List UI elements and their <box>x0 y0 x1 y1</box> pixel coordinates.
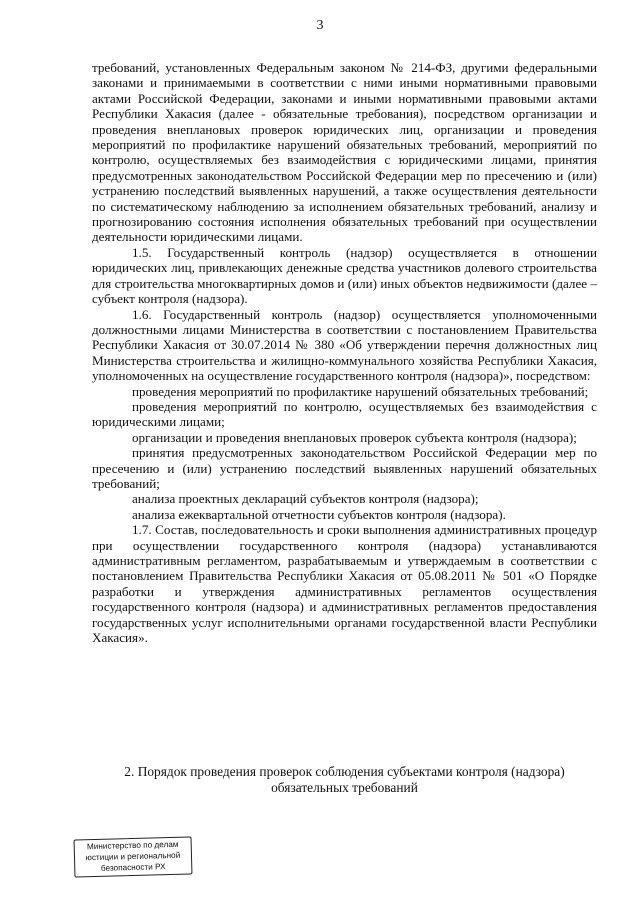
ministry-stamp <box>74 836 193 877</box>
list-item-inspections: организации и проведения внеплановых проверок субъекта контроля (надзора); <box>132 429 577 445</box>
stamp-line-2: юстиции и региональной <box>85 850 181 863</box>
section-title-line-1: 2. Порядок проведения проверок соблюдения субъектами контроля (надзора) <box>124 764 565 779</box>
paragraph-1-5: 1.5. Государственный контроль (надзор) осуществляется в отношении юридических лиц, привлекающих денежные средства участников долевого строительства для строительства многоквартирных домов и (или) иных объектов недвижимости (далее – субъект контроля (надзора). <box>92 244 597 307</box>
list-item-measures: принятия предусмотренных законодательством Российской Федерации мер по пресечению и (или) устранению последствий выявленных нарушений обязательных требований; <box>92 445 597 491</box>
paragraph-1-7: 1.7. Состав, последовательность и сроки выполнения административных процедур при осуществлении государственного контроля (надзора) устанавливаются административным регламентом, разрабатываемым и утверждаемым в соответствии с постановлением Правительства Республики Хакасия от 05.08.2011 № 501 «О Порядке разработки и утверждения административных регламентов осуществления государственного контроля (надзора) и административных регламентов предоставления государственных услуг исполнительными органами государственной власти Республики Хакасия». <box>92 522 597 646</box>
section-title-line-2: обязательных требований <box>271 780 418 796</box>
list-item-reporting: анализа ежеквартальной отчетности субъектов контроля (надзора). <box>132 506 506 522</box>
document-body <box>92 60 597 645</box>
section-title <box>92 764 597 797</box>
list-item-prevention: проведения мероприятий по профилактике нарушений обязательных требований; <box>132 383 589 399</box>
paragraph-continuation: требований, установленных Федеральным законом № 214-ФЗ, другими федеральными законами и принимаемыми в соответствии с ними иными нормативными правовыми актами Российской Федерации, законами и иными нормативными правовыми актами Республики Хакасия (далее - обязательные требования), посредством организации и проведения внеплановых проверок юридических лиц, организации и проведения мероприятий по профилактике нарушений обязательных требований, мероприятий по контролю, осуществляемых без взаимодействия с юридическими лицами, принятия предусмотренных законодательством Российской Федерации мер по пресечению и (или) устранению последствий выявленных нарушений, а также осуществления деятельности по систематическому наблюдению за исполнением обязательных требований, анализу и прогнозированию состояния исполнения обязательных требований при осуществлении деятельности юридическими лицами. <box>92 60 597 245</box>
list-item-declarations: анализа проектных деклараций субъектов контроля (надзора); <box>132 491 479 507</box>
stamp-line-1: Министерство по делам <box>86 839 179 852</box>
stamp-line-3: безопасности РХ <box>100 862 166 873</box>
paragraph-1-6: 1.6. Государственный контроль (надзор) осуществляется уполномоченными должностными лицами Министерства в соответствии с постановлением Правительства Республики Хакасия от 30.07.2014 № 380 «Об утверждении перечня должностных лиц Министерства строительства и жилищно-коммунального хозяйства Республики Хакасия, уполномоченных на осуществление государственного контроля (надзора)», посредством: <box>92 306 597 384</box>
list-item-control-measures: проведения мероприятий по контролю, осуществляемых без взаимодействия с юридическими лицами; <box>92 398 597 430</box>
page-number: 3 <box>316 18 324 33</box>
